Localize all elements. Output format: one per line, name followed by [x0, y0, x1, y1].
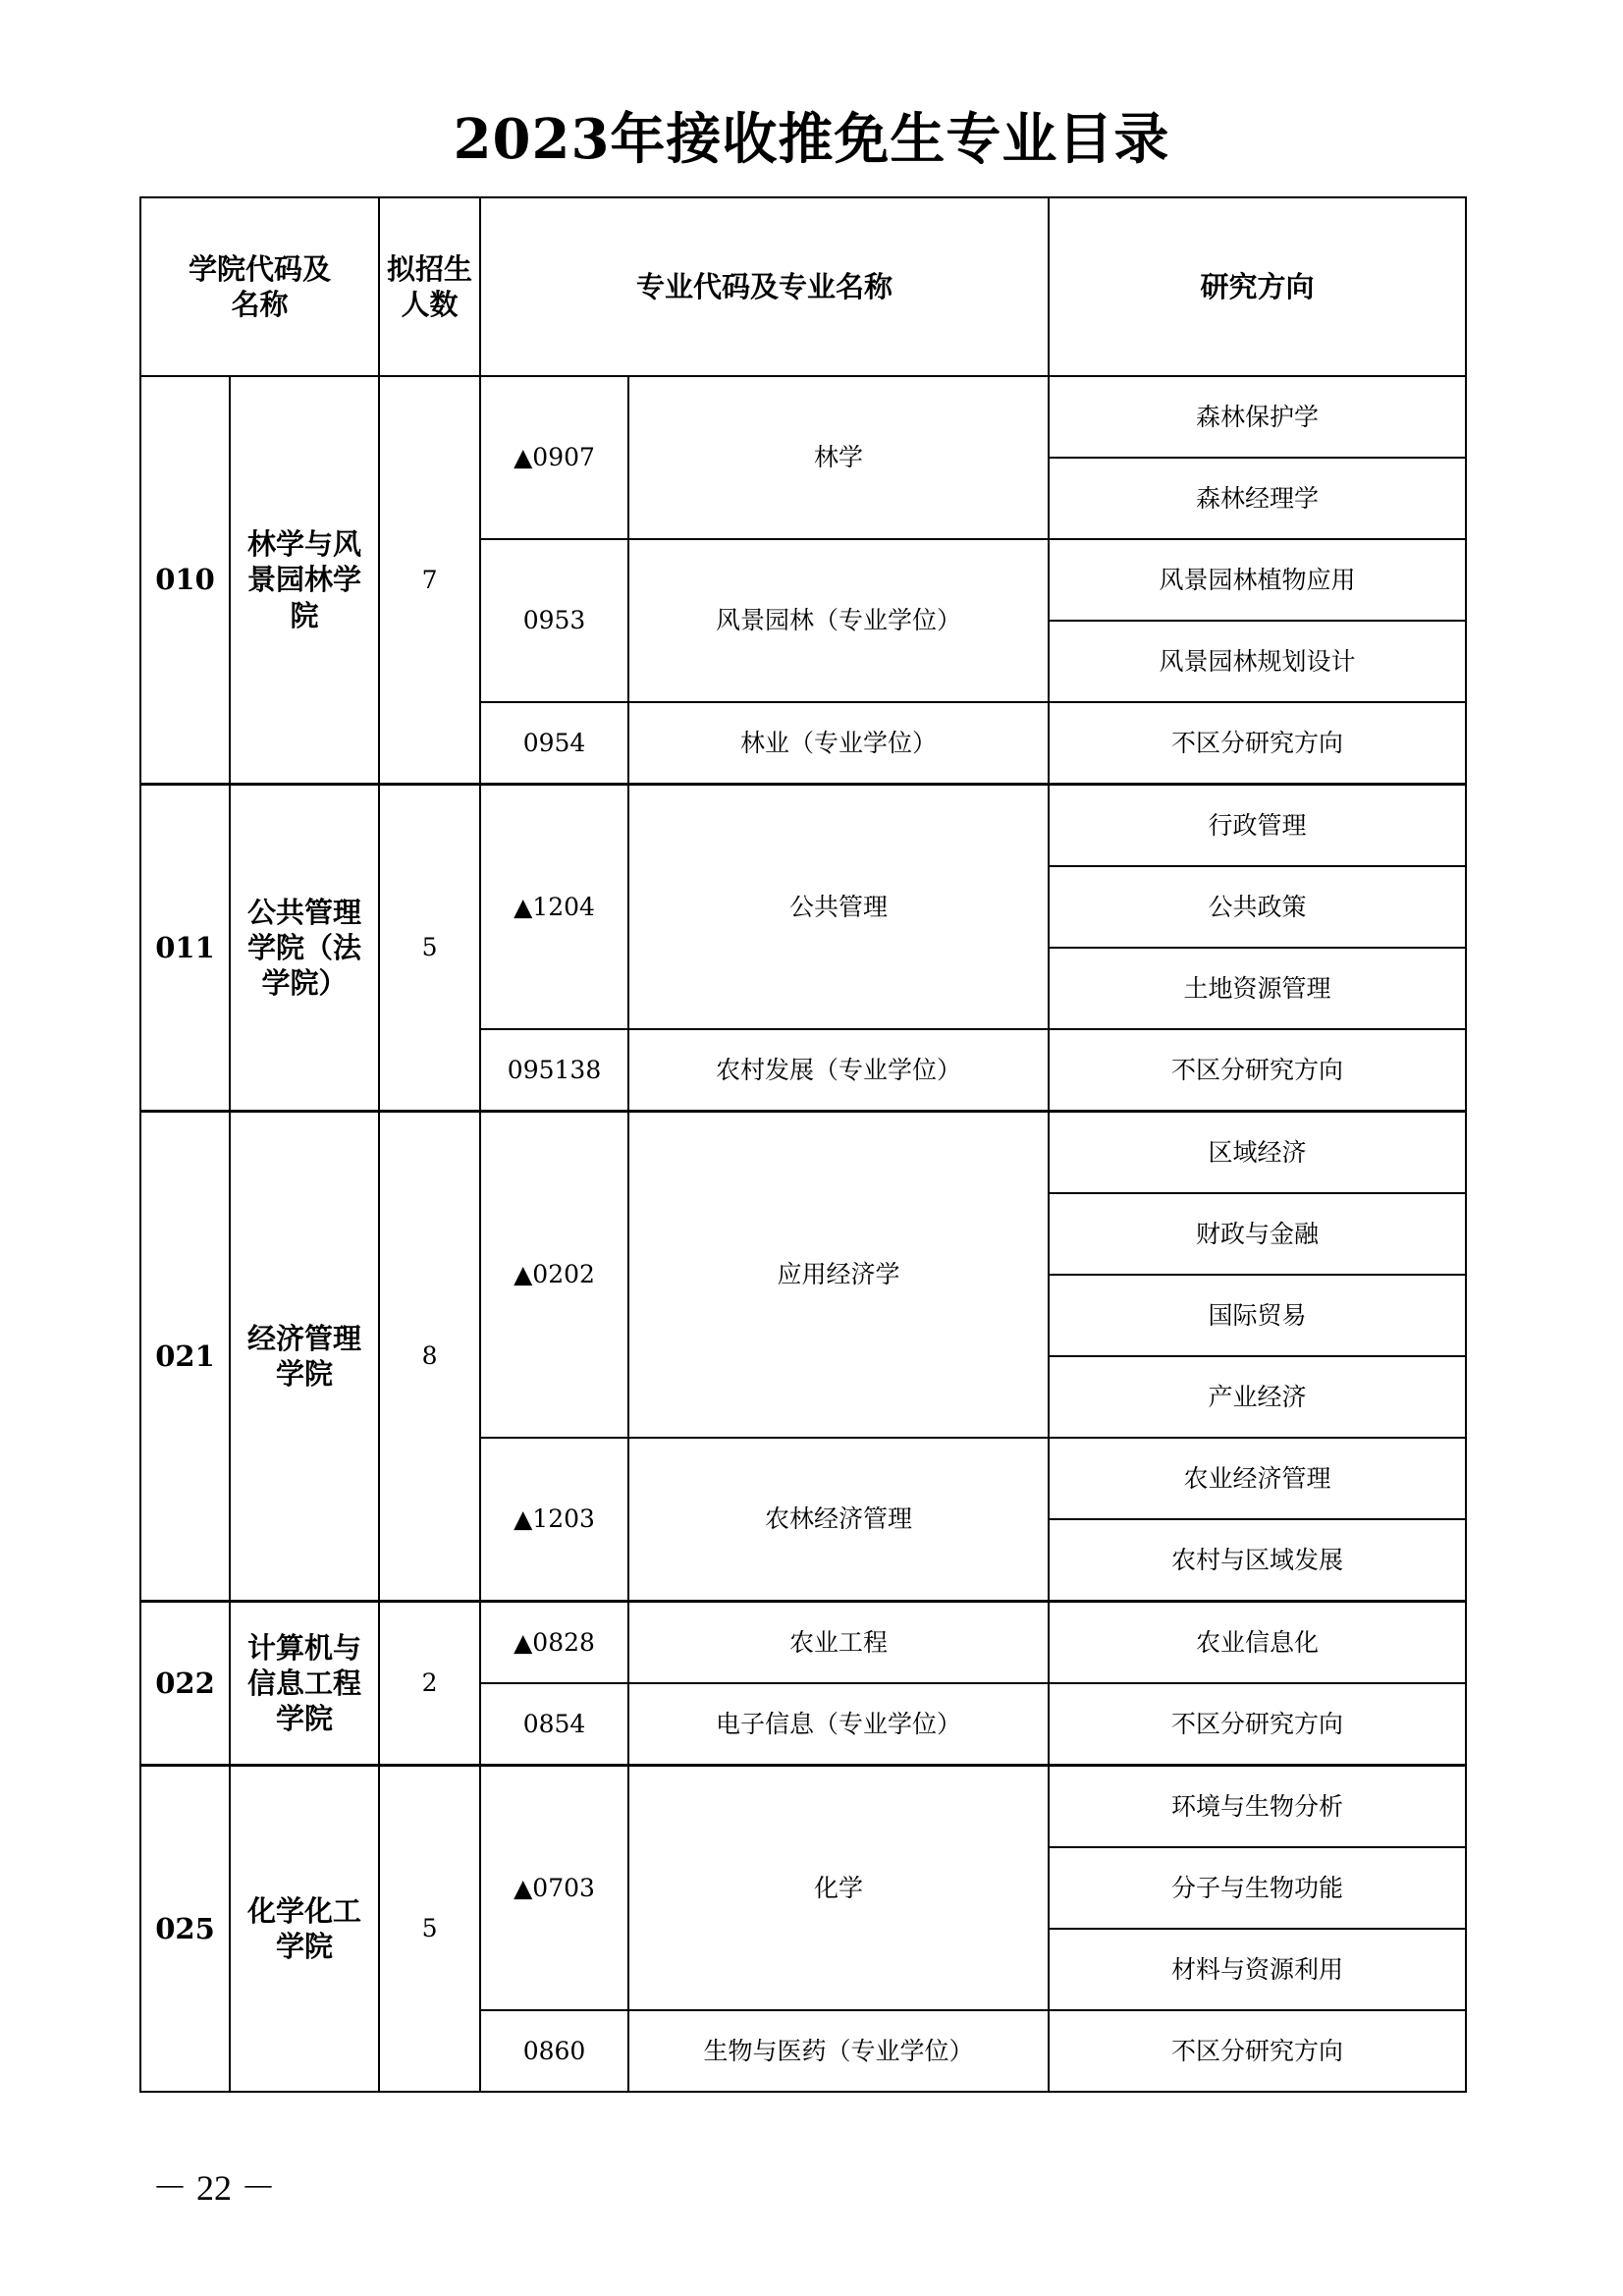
college-quota: 5	[379, 1766, 480, 2093]
college-code: 025	[140, 1766, 230, 2093]
major-name: 农林经济管理	[628, 1438, 1049, 1602]
table-header-row	[140, 197, 1466, 376]
research-direction: 不区分研究方向	[1049, 1029, 1466, 1112]
college-name: 计算机与信息工程学院	[230, 1602, 379, 1766]
research-direction: 国际贸易	[1049, 1275, 1466, 1356]
college-name: 林学与风景园林学院	[230, 376, 379, 785]
college-code: 021	[140, 1112, 230, 1602]
table-row	[140, 1602, 1466, 1684]
table-row	[140, 1112, 1466, 1194]
research-direction: 不区分研究方向	[1049, 702, 1466, 785]
major-name: 农村发展（专业学位）	[628, 1029, 1049, 1112]
major-name: 化学	[628, 1766, 1049, 2011]
major-code: 0953	[480, 539, 628, 702]
research-direction: 材料与资源利用	[1049, 1929, 1466, 2010]
major-name: 林业（专业学位）	[628, 702, 1049, 785]
research-direction: 森林保护学	[1049, 376, 1466, 458]
research-direction: 森林经理学	[1049, 458, 1466, 539]
research-direction: 公共政策	[1049, 866, 1466, 948]
major-code: 0954	[480, 702, 628, 785]
table-body	[140, 376, 1466, 2092]
research-direction: 不区分研究方向	[1049, 2010, 1466, 2092]
page-number: － 22 －	[152, 2168, 277, 2208]
major-name: 电子信息（专业学位）	[628, 1683, 1049, 1766]
catalog-table	[139, 196, 1467, 2093]
major-code: ▲1204	[480, 785, 628, 1030]
college-code: 011	[140, 785, 230, 1112]
research-direction: 土地资源管理	[1049, 948, 1466, 1029]
research-direction: 农村与区域发展	[1049, 1519, 1466, 1602]
header-college: 学院代码及名称	[140, 197, 379, 376]
major-code: ▲0703	[480, 1766, 628, 2011]
major-name: 农业工程	[628, 1602, 1049, 1684]
major-code: ▲0202	[480, 1112, 628, 1439]
research-direction: 区域经济	[1049, 1112, 1466, 1194]
college-name: 经济管理学院	[230, 1112, 379, 1602]
college-code: 022	[140, 1602, 230, 1766]
major-code: ▲1203	[480, 1438, 628, 1602]
research-direction: 产业经济	[1049, 1356, 1466, 1438]
college-name: 化学化工学院	[230, 1766, 379, 2093]
major-code: 0860	[480, 2010, 628, 2092]
college-quota: 7	[379, 376, 480, 785]
major-name: 风景园林（专业学位）	[628, 539, 1049, 702]
research-direction: 风景园林植物应用	[1049, 539, 1466, 621]
header-major: 专业代码及专业名称	[480, 197, 1049, 376]
major-code: 0854	[480, 1683, 628, 1766]
research-direction: 分子与生物功能	[1049, 1847, 1466, 1929]
research-direction: 农业经济管理	[1049, 1438, 1466, 1519]
table-row	[140, 785, 1466, 867]
college-quota: 5	[379, 785, 480, 1112]
research-direction: 风景园林规划设计	[1049, 621, 1466, 702]
research-direction: 行政管理	[1049, 785, 1466, 867]
major-code: ▲0907	[480, 376, 628, 539]
research-direction: 农业信息化	[1049, 1602, 1466, 1684]
major-name: 应用经济学	[628, 1112, 1049, 1439]
page-title: 2023年接收推免生专业目录	[453, 107, 1170, 172]
college-name: 公共管理学院（法学院）	[230, 785, 379, 1112]
major-code: ▲0828	[480, 1602, 628, 1684]
college-code: 010	[140, 376, 230, 785]
research-direction: 不区分研究方向	[1049, 1683, 1466, 1766]
college-quota: 8	[379, 1112, 480, 1602]
major-code: 095138	[480, 1029, 628, 1112]
research-direction: 财政与金融	[1049, 1193, 1466, 1275]
major-name: 林学	[628, 376, 1049, 539]
major-name: 生物与医药（专业学位）	[628, 2010, 1049, 2092]
college-quota: 2	[379, 1602, 480, 1766]
table-row	[140, 1766, 1466, 1848]
major-name: 公共管理	[628, 785, 1049, 1030]
research-direction: 环境与生物分析	[1049, 1766, 1466, 1848]
header-direction: 研究方向	[1049, 197, 1466, 376]
table-row	[140, 376, 1466, 458]
header-quota: 拟招生人数	[379, 197, 480, 376]
